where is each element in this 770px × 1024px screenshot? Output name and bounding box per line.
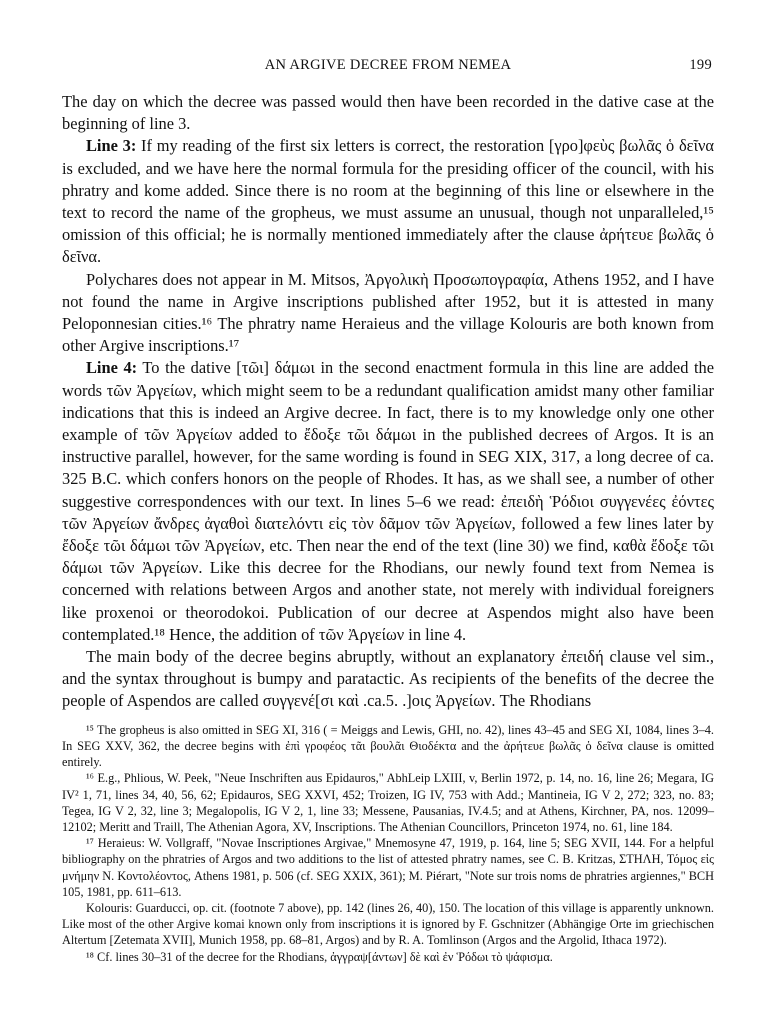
page	[62, 55, 714, 965]
section-label-line-4: Line 4:	[86, 358, 138, 378]
footnote-15: ¹⁵ The gropheus is also omitted in SEG XI, 316 ( = Meiggs and Lewis, GHI, no. 42), lines 43–45 and SEG XI, 1084, lines 3–4. In SEG XXV, 362, the decree begins with ἐπὶ γροφέος τᾶι βουλᾶι Θιοδέκτα and the ἀρήτευε βωλᾶς ὁ δεῖνα clause is omitted entirely.	[62, 722, 714, 770]
paragraph-line-4: Line 4: To the dative [τῶι] δάμωι in the second enactment formula in this line are added the words τῶν Ἀργείων, which might seem to be a redundant qualification amidst many other familiar indications that this is indeed an Argive decree. In fact, there is to my knowledge only one other example of τῶν Ἀργείων added to ἔδοξε τῶι δάμωι in the published decrees of Argos. It is an instructive parallel, however, for the same wording is found in SEG XIX, 317, a long decree of ca. 325 B.C. which confers honors on the people of Rhodes. It has, as we shall see, a number of other suggestive correspondences with our text. In lines 5–6 we read: ἐπειδὴ Ῥόδιοι συγγενέες ἐόντες τῶν Ἀργείων ἄνδρες ἀγαθοὶ διατελόντι εἰς τὸν δᾶμον τῶν Ἀργείων, followed a few lines later by ἔδοξε τῶι δάμωι τῶν Ἀργείων, etc. Then near the end of the text (line 30) we find, καθὰ ἔδοξε τῶι δάμωι τῶν Ἀργείων. Like this decree for the Rhodians, our newly found text from Nemea is concerned with relations between Argos and another state, not merely with individual foreigners like proxenoi or theorodokoi. Publication of our decree at Aspendos might also have been contemplated.¹⁸ Hence, the addition of τῶν Ἀργείων in line 4.	[62, 358, 714, 644]
footnote-16: ¹⁶ E.g., Phlious, W. Peek, "Neue Inschriften aus Epidauros," AbhLeip LXIII, v, Berlin 1972, p. 14, no. 16, line 26; Megara, IG IV² 1, 71, lines 34, 40, 56, 62; Epidauros, SEG XXVI, 452; Troizen, IG IV, 753 with Add.; Mantineia, IG V 2, 272; 323, no. 83; Tegea, IG V 2, 32, line 3; Megalopolis, IG V 2, 1, line 33; Messene, Pausanias, IV.4.5; and at Athens, Kirchner, PA, nos. 12099–12102; Meritt and Traill, The Athenian Agora, XV, Inscriptions. The Athenian Councillors, Princeton 1974, no. 61, line 184.	[62, 771, 714, 834]
footnote-17-kolouris: Kolouris: Guarducci, op. cit. (footnote 7 above), pp. 142 (lines 26, 40), 150. The location of this village is apparently unknown. Like most of the other Argive komai known only from inscriptions it is ignored by F. Gschnitzer (Abhängige Orte im griechischen Altertum [Zetemata XVII], Munich 1958, pp. 68–81, Argos) and by R. A. Tomlinson (Argos and the Argolid, Ithaca 1972).	[62, 900, 714, 948]
paragraph-main-body: The main body of the decree begins abruptly, without an explanatory ἐπειδή clause vel sim., and the syntax throughout is bumpy and paratactic. As recipients of the benefits of the decree the people of Aspendos are called συγγενέ[σι καὶ .ca.5. .]οις Ἀργείων. The Rhodians	[62, 647, 714, 711]
paragraph-polychares: Polychares does not appear in M. Mitsos, Ἀργολικὴ Προσωπογραφία, Athens 1952, and I have not found the name in Argive inscriptions published after 1952, but it is attested in many Peloponnesian cities.¹⁶ The phratry name Heraieus and the village Kolouris are both known from other Argive inscriptions.¹⁷	[62, 269, 714, 356]
footnote-18: ¹⁸ Cf. lines 30–31 of the decree for the Rhodians, ἀγγραψ[άντων] δὲ καὶ ἐν Ῥόδωι τὸ ψάφισμα.	[86, 949, 553, 964]
main-text	[62, 91, 714, 713]
section-label-line-3: Line 3:	[86, 136, 137, 156]
paragraph-1: The day on which the decree was passed would then have been recorded in the dative case at the beginning of line 3.	[62, 92, 714, 134]
page-number: 199	[689, 57, 712, 73]
paragraph-line-3: Line 3: If my reading of the first six letters is correct, the restoration [γρο]φεὺς βωλᾶς ὁ δεῖνα is excluded, and we have here the normal formula for the presiding officer of the council, with his phratry and kome added. Since there is no room at the beginning of this line or elsewhere in the text to record the name of the gropheus, we must assume an unusual, though not unparalleled,¹⁵ omission of this official; he is normally mentioned immediately after the clause ἀρήτευε βωλᾶς ὁ δεῖνα.	[62, 136, 714, 267]
running-title: AN ARGIVE DECREE FROM NEMEA	[264, 57, 512, 73]
running-header	[62, 55, 714, 77]
footnote-17: ¹⁷ Heraieus: W. Vollgraff, "Novae Inscriptiones Argivae," Mnemosyne 47, 1919, p. 164, line 5; SEG XVII, 144. For a helpful bibliography on the phratries of Argos and two additions to the list of attested phratry names, see C. B. Kritzas, ΣΤΗΛΗ, Τόμος εἰς μνήμην Ν. Κοντολέοντος, Athens 1981, p. 506 (cf. SEG XXIX, 361); M. Piérart, "Note sur trois noms de phratries argiennes," BCH 105, 1981, pp. 611–613.	[62, 836, 714, 899]
footnotes	[62, 722, 714, 965]
